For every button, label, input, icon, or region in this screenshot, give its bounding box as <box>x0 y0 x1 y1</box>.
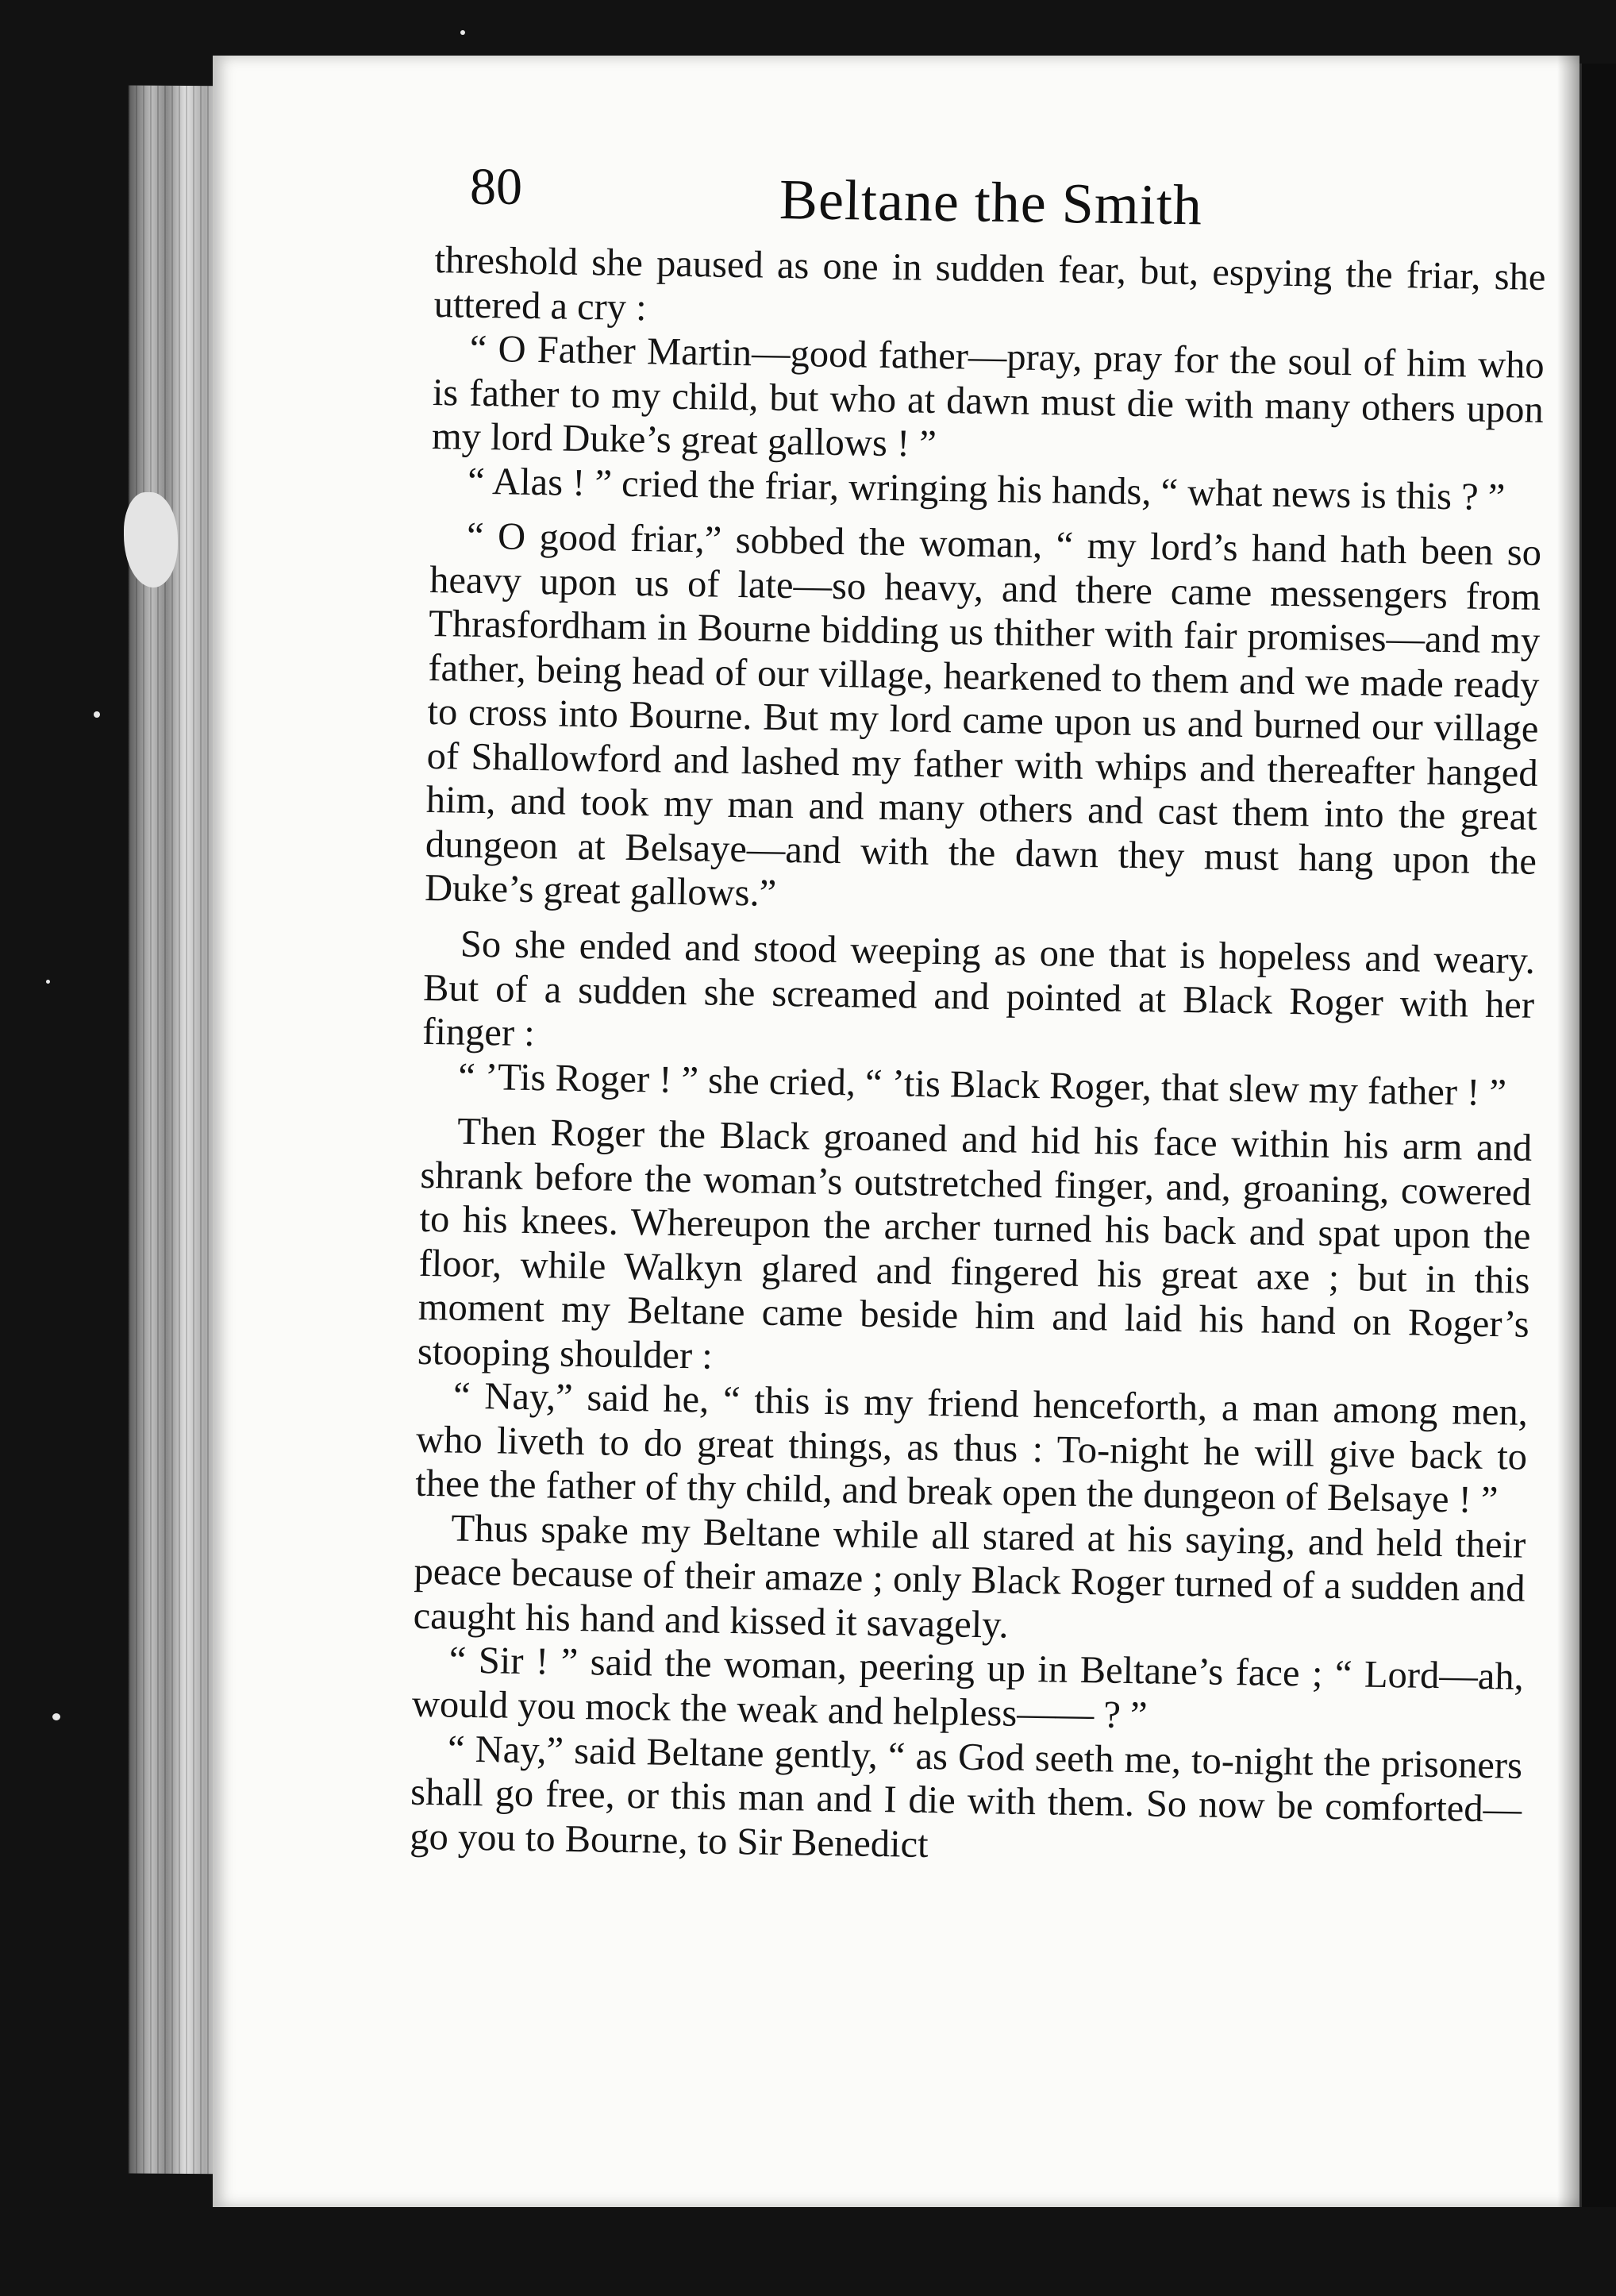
paragraph: “ O Father Martin—good father—pray, pray for the soul of him who is father to my child, but who at dawn must die with many others upon my lord Duke’s great gallows ! ” <box>431 327 1545 466</box>
paragraph: “ Nay,” said he, “ this is my friend henceforth, a man among men, who liveth to do great things, as thus : To-night he will give back to thee the father of thy child, and break open the dungeon of Belsaye ! ” <box>414 1374 1529 1522</box>
dust-speck <box>46 980 50 984</box>
dust-speck <box>460 30 465 35</box>
binding-shadow <box>1557 56 1579 2207</box>
paragraph: “ Alas ! ” cried the friar, wringing his hands, “ what news is this ? ” <box>467 460 1506 518</box>
paragraph: “ Nay,” said Beltane gently, “ as God seeth me, to-night the prisoners shall go free, or this man and I die with them. So now be comforted—go you to Bourne, to Sir Benedict <box>409 1728 1523 1866</box>
paragraph: Then Roger the Black groaned and hid his face within his arm and shrank before the woman’s outstretched finger, and, groaning, cowered to his knees. Whereupon the archer turned his back and spat upon the floor, while Walkyn glared and fingered his great axe ; but in this moment my Beltane came beside him and laid his hand on Roger’s stooping shoulder : <box>417 1110 1533 1377</box>
dust-speck <box>52 1713 60 1720</box>
body-text <box>410 238 1546 1876</box>
paragraph: threshold she paused as one in sudden fear, but, espying the friar, she uttered a cry : <box>433 238 1546 329</box>
running-head <box>470 156 1272 243</box>
facing-page-edge <box>1579 64 1616 2207</box>
paragraph: “ O good friar,” sobbed the woman, “ my lord’s hand hath been so heavy upon us of late—so heavy, and there came messengers from Thrasfordham in Bourne bidding us thither with fair promises—and my father, being head of our village, hearkened to them and we made ready to cross into Bourne. But my lord came upon us and burned our village of Shallowford and lashed my father with whips and thereafter hanged him, and took my man and many others and cast them into the great dungeon at Belsaye—and with the dawn they must hang upon the Duke’s great gallows.” <box>424 514 1542 915</box>
page-number: 80 <box>470 158 522 216</box>
paragraph: “ Sir ! ” said the woman, peering up in Beltane’s face ; “ Lord—ah, would you mock the weak and helpless—— ? ” <box>411 1639 1525 1737</box>
paragraph: Thus spake my Beltane while all stared at his saying, and held their peace because of their amaze ; only Black Roger turned of a sudden and caught his hand and kissed it savagely. <box>413 1507 1526 1647</box>
paragraph: So she ended and stood weeping as one that is hopeless and weary. But of a sudden she screamed and pointed at Black Roger with her finger : <box>421 923 1536 1055</box>
paragraph: “ ’Tis Roger ! ” she cried, “ ’tis Black Roger, that slew my father ! ” <box>458 1055 1507 1114</box>
running-title: Beltane the Smith <box>779 168 1203 237</box>
dust-speck <box>94 711 100 718</box>
